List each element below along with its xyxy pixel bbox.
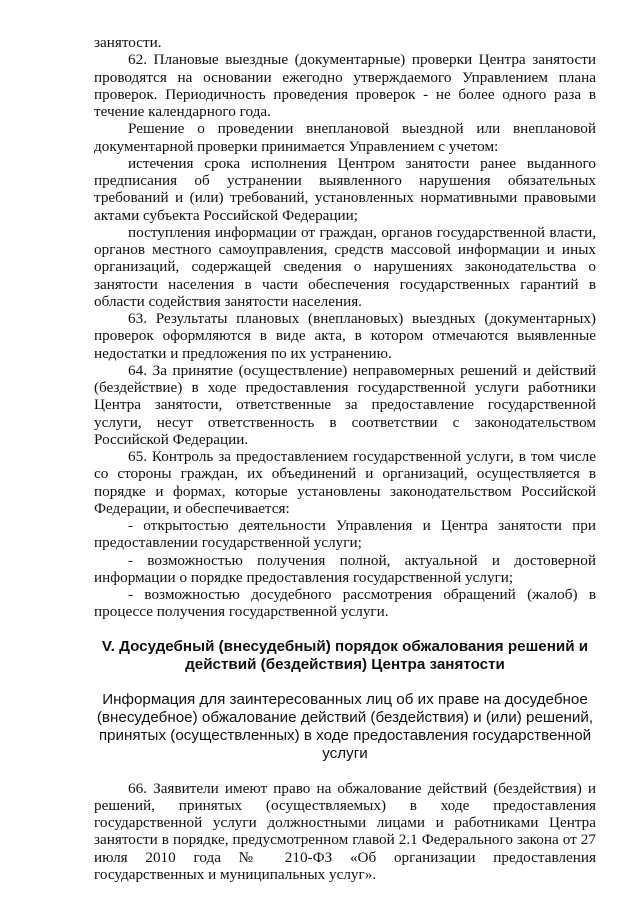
section-subheading: Информация для заинтересованных лиц об их праве на досудебное (внесудебное) обжалование действий (бездействия) и (или) решений, принятых (осуществленных) в ходе предоставления государственной услуги <box>96 690 594 762</box>
bullet-openness: - открытостью деятельности Управления и Центра занятости при предоставлении государственной услуги; <box>94 517 596 552</box>
spacer <box>94 621 596 638</box>
bullet-pretrial: - возможностью досудебного рассмотрения обращений (жалоб) в процессе получения государственной услуги. <box>94 586 596 621</box>
paragraph-information-condition: поступления информации от граждан, органов государственной власти, органов местного самоуправления, средств массовой информации и иных организаций, содержащей сведения о нарушениях законодательства о занятости населения в части обеспечения государственных гарантий в области содействия занятости населения. <box>94 223 596 310</box>
spacer <box>94 674 596 691</box>
section-heading: V. Досудебный (внесудебный) порядок обжалования решений и действий (бездействия) Центра занятости <box>101 637 589 673</box>
document-body <box>94 34 596 883</box>
paragraph-62: 62. Плановые выездные (документарные) проверки Центра занятости проводятся на основании ежегодно утверждаемого Управлением плана проверок. Периодичность проведения проверок - не более одного раза в течение календарного года. <box>94 51 596 120</box>
paragraph-continuation: занятости. <box>94 34 162 51</box>
paragraph-63: 63. Результаты плановых (внеплановых) выездных (документарных) проверок оформляются в виде акта, в котором отмечаются выявленные недостатки и предложения по их устранению. <box>94 310 596 362</box>
spacer <box>94 763 596 780</box>
paragraph-64: 64. За принятие (осуществление) неправомерных решений и действий (бездействие) в ходе предоставления государственной услуги работники Центра занятости, ответственные за предоставление государственной услуги, несут ответственность в соответствии с законодательством Российской Федерации. <box>94 361 596 448</box>
bullet-information: - возможностью получения полной, актуальной и достоверной информации о порядке предоставления государственной услуги; <box>94 551 596 586</box>
paragraph-unscheduled-decision: Решение о проведении внеплановой выездной или внеплановой документарной проверки принимается Управлением с учетом: <box>94 120 596 155</box>
paragraph-expiry-condition: истечения срока исполнения Центром занятости ранее выданного предписания об устранении выявленного нарушения обязательных требований и (или) требований, установленных нормативными правовыми актами субъекта Российской Федерации; <box>94 154 596 224</box>
paragraph-66: 66. Заявители имеют право на обжалование действий (бездействия) и решений, принятых (осуществляемых) в ходе предоставления государственной услуги должностными лицами и работниками Центра занятости в порядке, предусмотренном главой 2.1 Федерального закона от 27 июля 2010 года № 210-ФЗ «Об организации предоставления государственных и муниципальных услуг». <box>94 779 596 883</box>
paragraph-65: 65. Контроль за предоставлением государственной услуги, в том числе со стороны граждан, их объединений и организаций, осуществляется в порядке и формах, которые установлены законодательством Российской Федерации, и обеспечивается: <box>94 448 596 517</box>
